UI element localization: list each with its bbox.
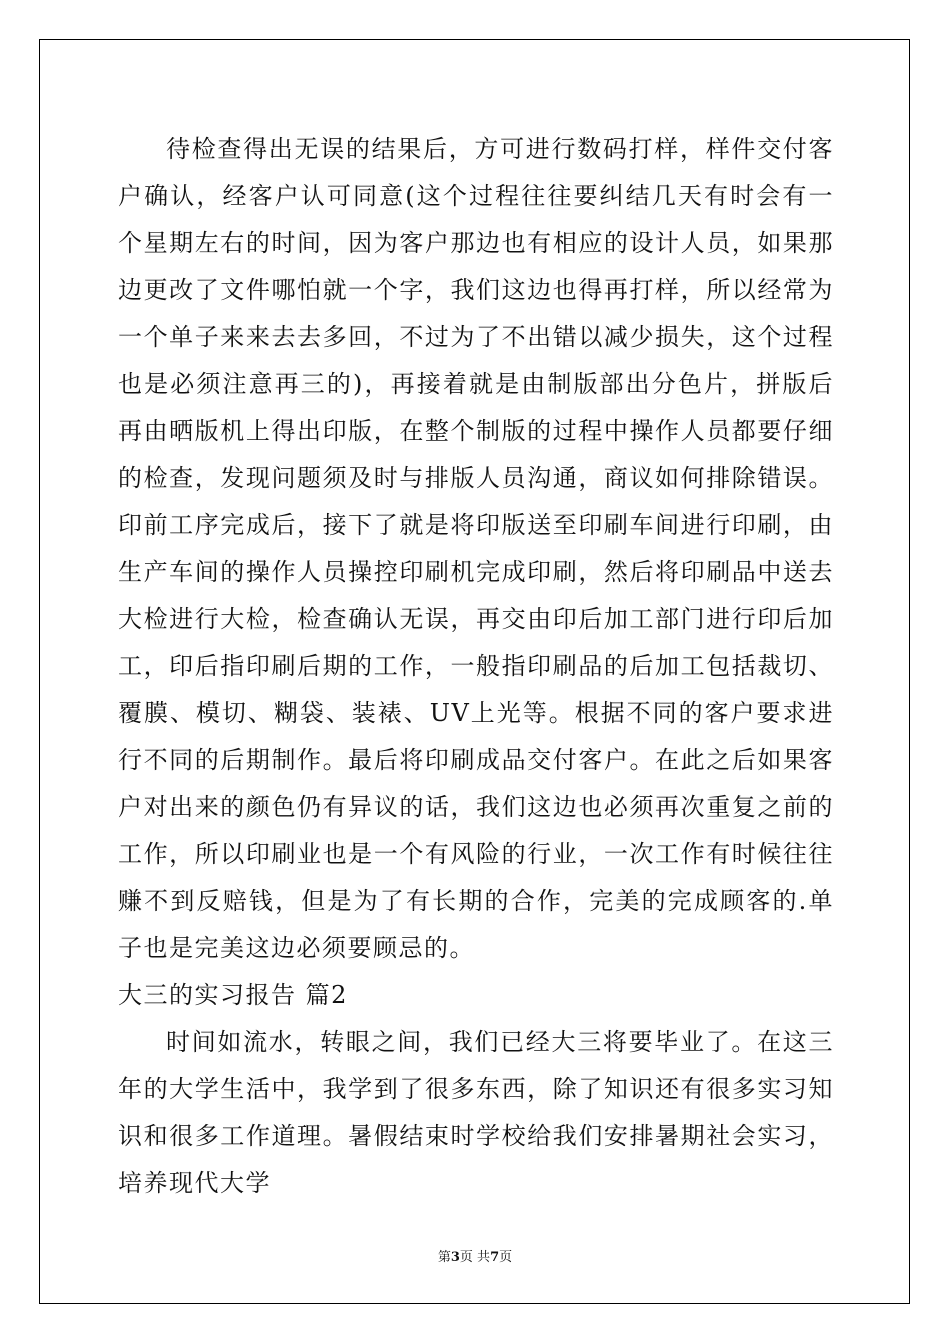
footer-suffix: 页 (499, 1250, 513, 1265)
section-heading: 大三的实习报告 篇2 (118, 981, 348, 1009)
paragraph: 待检查得出无误的结果后，方可进行数码打样，样件交付客户确认，经客户认可同意(这个过程往往要纠结几天有时会有一个星期左右的时间，因为客户那边也有相应的设计人员，如果那边更改了文件哪怕就一个字，我们这边也得再打样，所以经常为一个单子来来去去多回，不过为了不出错以减少损失，这个过程也是必须注意再三的)，再接着就是由制版部出分色片，拼版后再由晒版机上得出印版，在整个制版的过程中操作人员都要仔细的检查，发现问题须及时与排版人员沟通，商议如何排除错误。印前工序完成后，接下了就是将印版送至印刷车间进行印刷，由生产车间的操作人员操控印刷机完成印刷，然后将印刷品中送去大检进行大检，检查确认无误，再交由印后加工部门进行印后加工，印后指印刷后期的工作，一般指印刷品的后加工包括裁切、覆膜、模切、糊袋、装裱、UV上光等。根据不同的客户要求进行不同的后期制作。最后将印刷成品交付客户。在此之后如果客户对出来的颜色仍有异议的话，我们这边也必须再次重复之前的工作，所以印刷业也是一个有风险的行业，一次工作有时候往往赚不到反赔钱，但是为了有长期的合作，完美的完成顾客的.单子也是完美这边必须要顾忌的。 (118, 135, 834, 962)
footer-mid: 页 共 (459, 1250, 491, 1265)
paragraph: 时间如流水，转眼之间，我们已经大三将要毕业了。在这三年的大学生活中，我学到了很多东西，除了知识还有很多实习知识和很多工作道理。暑假结束时学校给我们安排暑期社会实习，培养现代大学 (118, 1028, 834, 1197)
footer-prefix: 第 (437, 1250, 451, 1265)
total-page-number: 7 (490, 1250, 500, 1265)
document-body (118, 126, 834, 1207)
page-footer (0, 1246, 950, 1265)
current-page-number: 3 (450, 1250, 460, 1265)
